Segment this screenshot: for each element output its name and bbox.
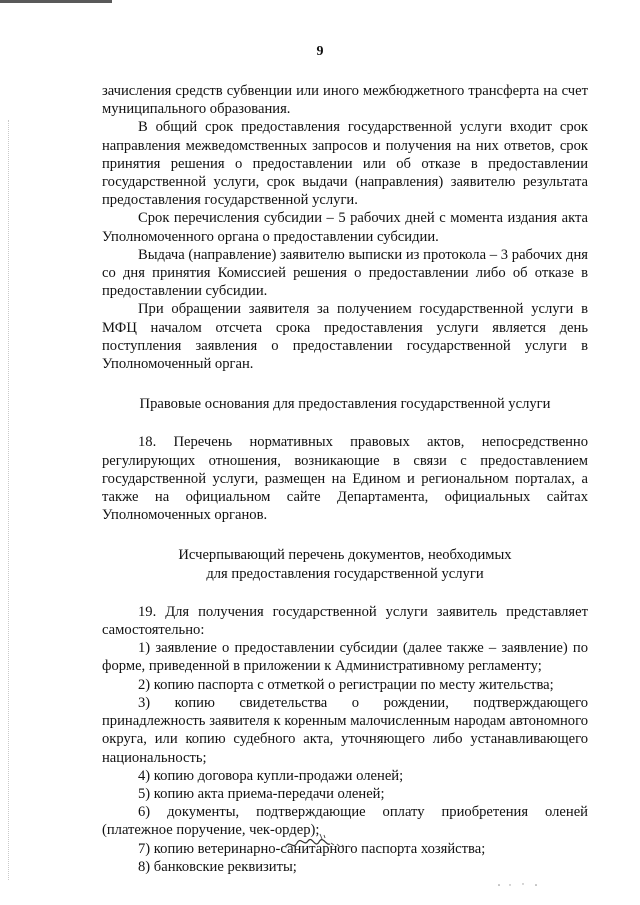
paragraph-18: 18. Перечень нормативных правовых актов, непосредственно регулирующих отношения, возникающие в связи с предоставлением государственной услуги, размещен на Едином и региональном порталах, а также на официальном сайте Департамента, официальных сайтах Уполномоченных органов. [102,434,588,524]
paragraph-extract-issue: Выдача (направление) заявителю выписки из протокола – 3 рабочих дня со дня принятия Комиссией решения о предоставлении либо об отказе в предоставлении субсидии. [102,246,588,300]
document-body [102,82,588,876]
paragraph-transfer-period: Срок перечисления субсидии – 5 рабочих дней с момента издания акта Уполномоченного органа о предоставлении субсидии. [102,210,588,245]
paragraph-total-period: В общий срок предоставления государственной услуги входит срок направления межведомственных запросов и получения на них ответов, срок принятия решения о предоставлении или об отказе в предоставлении государственной услуги, срок выдачи (направления) заявителю результата предоставления государственной услуги. [102,119,588,209]
list-item: 8) банковские реквизиты; [138,858,297,875]
spacer [102,373,588,395]
heading-legal-grounds: Правовые основания для предоставления государственной услуги [139,396,551,413]
list-item: 7) копию ветеринарно-санитарного паспорта хозяйства; [138,840,486,857]
handwritten-signature [284,832,360,852]
scan-artifact-mark [0,0,112,3]
list-item: 3) копию свидетельства о рождении, подтверждающего принадлежность заявителя к коренным малочисленным народам автономного округа, или копию судебного акта, уточняющего либо устанавливающего национальность; [102,694,588,766]
paragraph-continuation: зачисления средств субвенции или иного межбюджетного трансферта на счет муниципального образования. [102,83,588,118]
scan-noise-dots [496,882,546,888]
spacer [102,583,588,603]
heading-documents-line1: Исчерпывающий перечень документов, необходимых [178,547,512,564]
list-item: 6) документы, подтверждающие оплату приобретения оленей (платежное поручение, чек-ордер); [102,804,588,839]
list-item: 1) заявление о предоставлении субсидии (далее также – заявление) по форме, приведенной в приложении к Административному регламенту; [102,640,588,675]
page-number: 9 [316,44,324,59]
heading-documents-line2: для предоставления государственной услуги [206,565,484,582]
spacer [102,413,588,433]
scan-left-edge [8,120,10,880]
list-item: 2) копию паспорта с отметкой о регистрации по месту жительства; [138,676,554,693]
spacer [102,524,588,546]
list-item: 4) копию договора купли-продажи оленей; [138,767,404,784]
paragraph-19: 19. Для получения государственной услуги заявитель представляет самостоятельно: [102,603,588,639]
paragraph-mfc: При обращении заявителя за получением государственной услуги в МФЦ началом отсчета срока предоставления услуги является день поступления заявления о предоставлении государственной услуги в Уполномоченный орган. [102,301,588,373]
list-item: 5) копию акта приема-передачи оленей; [138,785,385,802]
